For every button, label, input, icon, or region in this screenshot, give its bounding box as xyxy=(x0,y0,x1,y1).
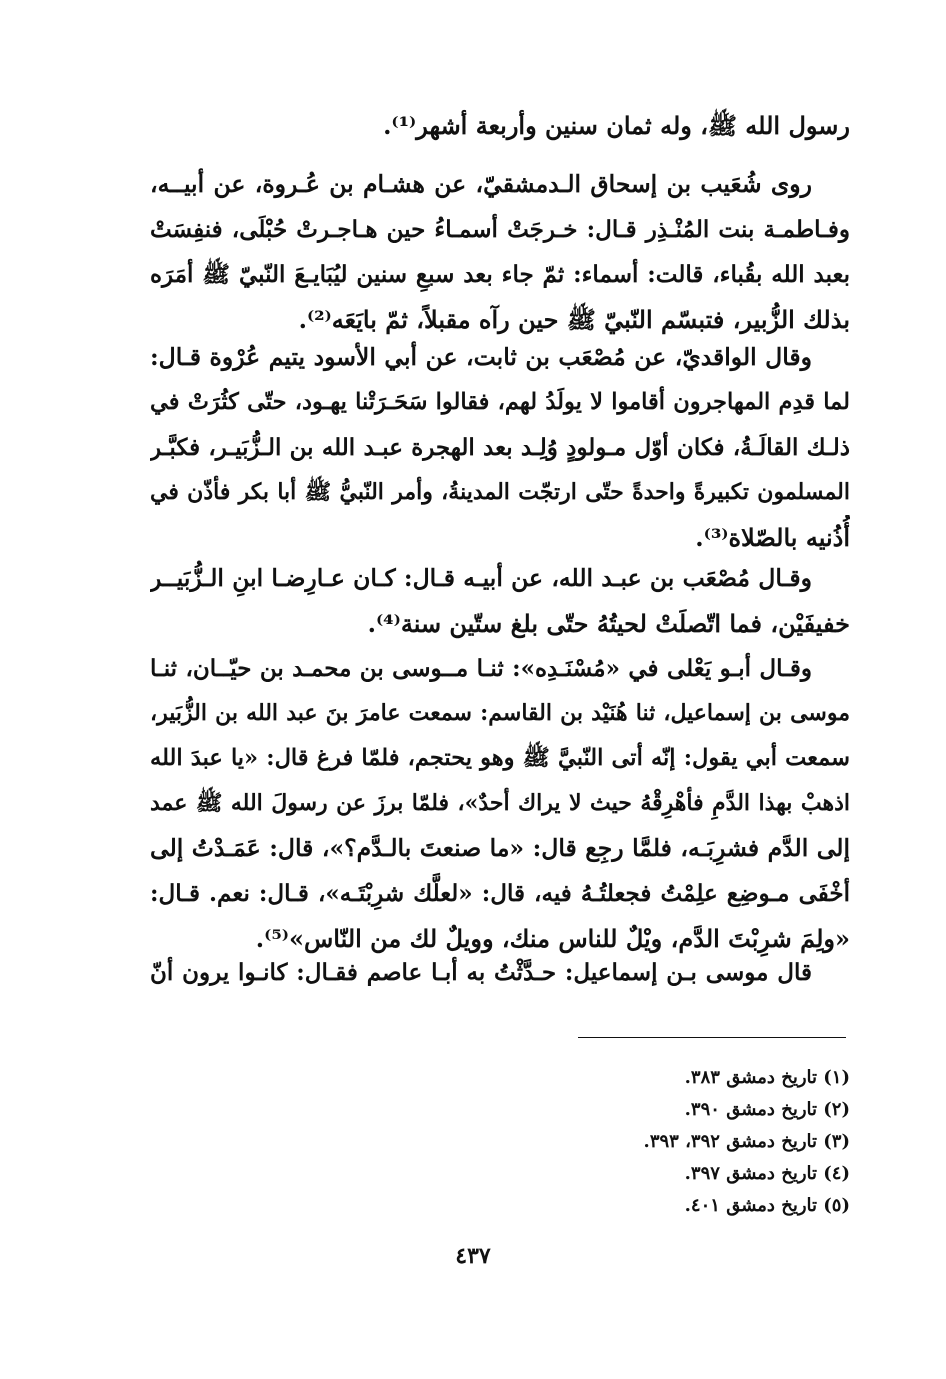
text-line: وقال الواقديّ، عن مُصْعَب بن ثابت، عن أبي الأسود يتيم عُرْوة قـال: xyxy=(150,343,812,371)
footnote-3: (٣) تاريخ دمشق ٣٩٢، ٣٩٣. xyxy=(643,1131,850,1152)
paragraph-continuation xyxy=(150,103,850,148)
text-line: «ولِمَ شرِبْتَ الدَّم، ويْلٌ للناس منك، وويلٌ لك من النّاس»⁽⁵⁾. xyxy=(255,924,850,953)
footnote-5: (٥) تاريخ دمشق ٤٠١. xyxy=(684,1195,850,1216)
paragraph-musab xyxy=(150,556,850,646)
text-line: لما قدِم المهاجرون أقاموا لا يولَدُ لهم، فقالوا سَحَـرَتْنا يهـود، حتّى كثُرَتْ في xyxy=(150,389,850,415)
text-line: موسى بن إسماعيل، ثنا هُنَيْد بن القاسم: سمعت عامرَ بنَ عبد الله بن الزُّبَير، xyxy=(150,700,850,726)
footnotes xyxy=(500,1062,850,1222)
text-line: اذهبْ بهذا الدَّمِ فأهْرِقْهُ حيث لا يراك أحدٌ»، فلمّا برزَ عن رسولَ الله ﷺ عمد xyxy=(150,790,850,816)
text-line: خفيفَيْن، فما اتّصلَتْ لحيتُهُ حتّى بلغ ستّين سنة⁽⁴⁾. xyxy=(367,609,850,638)
text-line: روى شُعَيب بن إسحاق الـدمشقيّ، عن هشـام بن عُـروة، عن أبيــه، xyxy=(150,170,812,198)
text-line: إلى الدَّم فشرِبَـه، فلمَّا رجِع قال: «ما صنعتَ بالـدَّم؟»، قال: عَمَـدْتُ إلى xyxy=(150,834,850,862)
text-line: سمعت أبي يقول: إنّه أتى النّبيَّ ﷺ وهو يحتجم، فلمّا فرغ قال: «يا عبدَ الله xyxy=(150,745,850,771)
text-line: بعبد الله بقُباء، قالت: أسماء: ثمّ جاء بعد سبعِ سنين ليُبَايـعَ النّبيّ ﷺ أمَرَه xyxy=(150,261,850,288)
footnote-1: (١) تاريخ دمشق ٣٨٣. xyxy=(684,1067,850,1088)
paragraph-musa xyxy=(150,950,850,995)
text-line: رسول الله ﷺ، وله ثمان سنين وأربعة أشهر⁽¹⁾. xyxy=(383,111,850,140)
footnote-separator xyxy=(578,1037,846,1038)
text-line: أُذُنيه بالصّلاة⁽³⁾. xyxy=(695,523,850,552)
page-number: ٤٣٧ xyxy=(455,1243,491,1269)
text-line: وقـال مُصْعَب بن عبـد الله، عن أبيـه قـال: كـان عـارِضـا ابنِ الـزُّبَيــر xyxy=(150,564,812,592)
text-line: وفـاطمـة بنت المُنْـذِر قـال: خـرجَتْ أسمـاءُ حين هـاجـرتْ حُبْلَى، فنفِسَتْ xyxy=(150,216,850,243)
text-line: المسلمون تكبيرةً واحدةً حتّى ارتجّت المدينةُ، وأمر النّبيُّ ﷺ أبا بكر فأذّن في xyxy=(150,479,850,505)
text-line: قال موسى بـن إسماعيل: حـدَّثْتُ به أبـا عاصم فقـال: كانـوا يرون أنّ xyxy=(150,959,812,986)
paragraph-shuayb xyxy=(150,162,850,342)
footnote-2: (٢) تاريخ دمشق ٣٩٠. xyxy=(684,1099,850,1120)
text-line: أخْفَى مـوضِع علِمْتُ فجعلتُـهُ فيه، قال: «لعلَّك شرِبْتَـه»، قـال: نعم. قـال: xyxy=(150,880,850,907)
text-line: وقـال أبـو يَعْلى في «مُسْنَـدِه»: ثنـا مــوسى بن محمـد بن حيّــان، ثنـا xyxy=(150,655,812,682)
paragraph-abu-yala xyxy=(150,646,850,961)
text-line: ذلـك القالَـةُ، فكان أوّل مـولودٍ وُلِـد بعد الهجرة عبـد الله بن الـزُّبَيـر، فكبَّـر xyxy=(150,434,850,461)
footnote-4: (٤) تاريخ دمشق ٣٩٧. xyxy=(684,1163,850,1184)
text-line: بذلك الزُّبير، فتبسّم النّبيّ ﷺ حين رآه مقبلاً، ثمّ بايَعَه⁽²⁾. xyxy=(298,305,850,334)
paragraph-waqidi xyxy=(150,335,850,560)
